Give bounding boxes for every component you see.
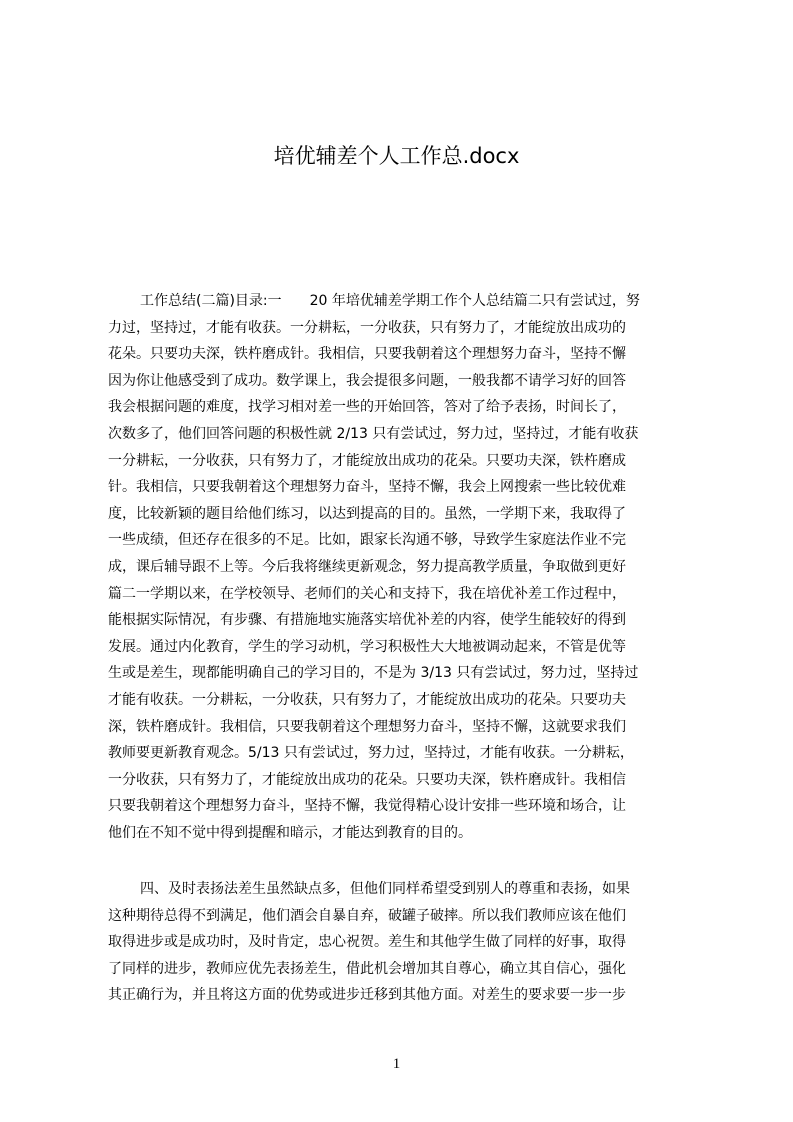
text-line: 四、及时表扬法差生虽然缺点多，但他们同样希望受到别人的尊重和表扬，如果 — [140, 881, 630, 897]
text-line: 因为你让他感受到了成功。数学课上，我会提很多问题，一般我都不请学习好的回答 — [108, 372, 626, 389]
text-line: 深，铁杵磨成针。我相信，只要我朝着这个理想努力奋斗，坚持不懈，这就要求我们 — [108, 718, 626, 735]
text-line: 教师要更新教育观念。5/13 只有尝试过，努力过，坚持过，才能有收获。一分耕耘， — [108, 745, 634, 762]
text-line: 一分耕耘，一分收获，只有努力了，才能绽放出成功的花朵。只要功夫深，铁杵磨成 — [108, 452, 626, 469]
text-line: 才能有收获。一分耕耘，一分收获，只有努力了，才能绽放出成功的花朵。只要功夫 — [108, 691, 626, 708]
text-line: 力过，坚持过，才能有收获。一分耕耘，一分收获，只有努力了，才能绽放出成功的 — [108, 319, 626, 336]
paragraph-2 — [108, 876, 698, 1009]
text-line: 其正确行为，并且将这方面的优势或进步迁移到其他方面。对差生的要求要一步一步 — [108, 987, 626, 1004]
text-line: 生或是差生，现都能明确自己的学习目的，不是为 3/13 只有尝试过，努力过，坚持过 — [108, 665, 639, 682]
text-line: 能根据实际情况，有步骤、有措施地实施落实培优补差的内容，使学生能较好的得到 — [108, 612, 626, 629]
text-line: 发展。通过内化教育，学生的学习动机，学习积极性大大地被调动起来，不管是优等 — [108, 638, 626, 655]
text-line: 一分收获，只有努力了，才能绽放出成功的花朵。只要功夫深，铁杵磨成针。我相信 — [108, 771, 626, 788]
document-title: 培优辅差个人工作总.docx — [273, 144, 520, 168]
text-line: 他们在不知不觉中得到提醒和暗示，才能达到教育的目的。 — [108, 824, 472, 841]
text-line: 成，课后辅导跟不上等。今后我将继续更新观念，努力提高教学质量，争取做到更好 — [108, 558, 626, 575]
text-line: 这种期待总得不到满足，他们酒会自暴自弃，破罐子破摔。所以我们教师应该在他们 — [108, 907, 626, 924]
text-line: 篇二一学期以来，在学校领导、老师们的关心和支持下，我在培优补差工作过程中， — [108, 585, 626, 602]
text-line: 只要我朝着这个理想努力奋斗，坚持不懈，我觉得精心设计安排一些环境和场合，让 — [108, 798, 626, 815]
text-line: 花朵。只要功夫深，铁杵磨成针。我相信，只要我朝着这个理想努力奋斗，坚持不懈 — [108, 346, 626, 363]
paragraph-1 — [108, 288, 698, 846]
text-line: 了同样的进步，教师应优先表扬差生，借此机会增加其自尊心，确立其自信心，强化 — [108, 960, 626, 977]
text-line: 我会根据问题的难度，找学习相对差一些的开始回答，答对了给予表扬，时间长了， — [108, 399, 626, 416]
text-line: 次数多了，他们回答问题的积极性就 2/13 只有尝试过，努力过，坚持过，才能有收获 — [108, 425, 639, 442]
text-line: 工作总结(二篇)目录:一 20 年培优辅差学期工作个人总结篇二只有尝试过，努 — [140, 293, 640, 309]
page-number: 1 — [392, 1056, 401, 1072]
text-line: 取得进步或是成功时，及时肯定，忠心祝贺。差生和其他学生做了同样的好事，取得 — [108, 934, 626, 951]
text-line: 一些成绩，但还存在很多的不足。比如，跟家长沟通不够，导致学生家庭法作业不完 — [108, 532, 626, 549]
text-line: 度，比较新颖的题目给他们练习，以达到提高的目的。虽然，一学期下来，我取得了 — [108, 505, 626, 522]
text-line: 针。我相信，只要我朝着这个理想努力奋斗，坚持不懈，我会上网搜索一些比较优难 — [108, 479, 626, 496]
